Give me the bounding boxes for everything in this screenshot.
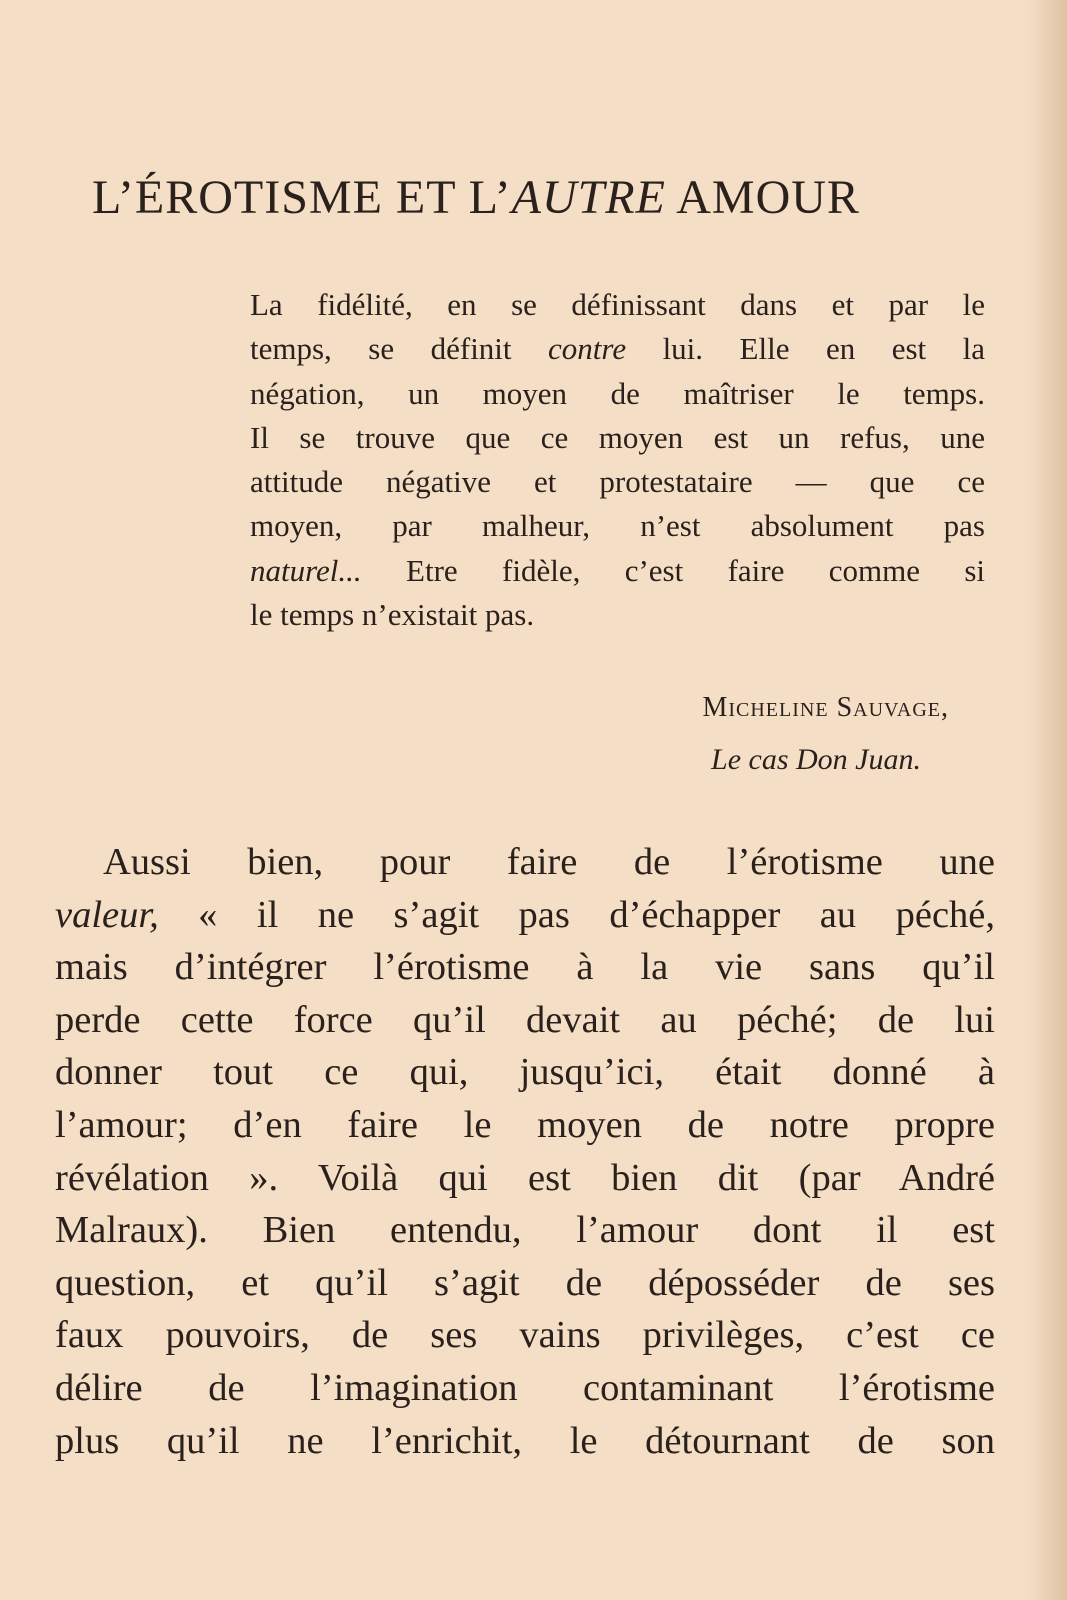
epigraph-attribution <box>702 682 949 786</box>
body-line: révélation ». Voilà qui est bien dit (par André <box>55 1156 995 1199</box>
epigraph-line-segment: temps, se définit <box>250 331 549 367</box>
page-edge-shadow <box>1027 0 1067 1600</box>
body-line: donner tout ce qui, jusqu’ici, était donné à <box>55 1051 995 1094</box>
body-line: question, et qu’il s’agit de déposséder de ses <box>55 1261 995 1304</box>
epigraph-line <box>250 327 985 371</box>
body-italic-word: valeur, <box>55 893 159 936</box>
chapter-title <box>92 170 972 225</box>
body-line: l’amour; d’en faire le moyen de notre propre <box>55 1103 995 1146</box>
epigraph-line-segment: lui. Elle en est la <box>626 331 986 367</box>
epigraph-line: Il se trouve que ce moyen est un refus, une <box>250 419 985 455</box>
body-line-segment: « il ne s’agit pas d’échapper au péché, <box>158 893 995 936</box>
epigraph-italic-word: naturel... <box>250 552 362 588</box>
epigraph-author: Micheline Sauvage, <box>702 692 949 723</box>
epigraph-italic-word: contre <box>548 331 627 367</box>
body-line: Malraux). Bien entendu, l’amour dont il est <box>55 1209 995 1252</box>
body-line: mais d’intégrer l’érotisme à la vie sans qu’il <box>55 946 995 989</box>
body-line <box>55 889 995 942</box>
chapter-title-part1: L’ÉROTISME ET L’ <box>92 171 512 224</box>
body-line: faux pouvoirs, de ses vains privilèges, c’est ce <box>55 1314 995 1357</box>
epigraph-line: le temps n’existait pas. <box>250 597 535 633</box>
chapter-title-part2: AMOUR <box>665 171 860 224</box>
epigraph-line <box>250 549 985 593</box>
body-line: délire de l’imagination contaminant l’érotisme <box>55 1366 995 1409</box>
body-paragraph <box>55 836 995 1467</box>
body-line: perde cette force qu’il devait au péché; de lui <box>55 998 995 1041</box>
epigraph-line: négation, un moyen de maîtriser le temps. <box>250 375 985 411</box>
chapter-title-italic: AUTRE <box>511 171 666 224</box>
epigraph-line: moyen, par malheur, n’est absolument pas <box>250 508 985 544</box>
body-line: plus qu’il ne l’enrichit, le détournant de son <box>55 1419 995 1462</box>
epigraph-quote <box>250 283 985 637</box>
epigraph-work-title: Le cas Don Juan. <box>711 743 921 776</box>
epigraph-line-segment: Etre fidèle, c’est faire comme si <box>361 552 985 588</box>
epigraph-line: La fidélité, en se définissant dans et par le <box>250 287 985 322</box>
body-line: Aussi bien, pour faire de l’érotisme une <box>103 841 995 883</box>
epigraph-line: attitude négative et protestataire — que ce <box>250 464 985 500</box>
